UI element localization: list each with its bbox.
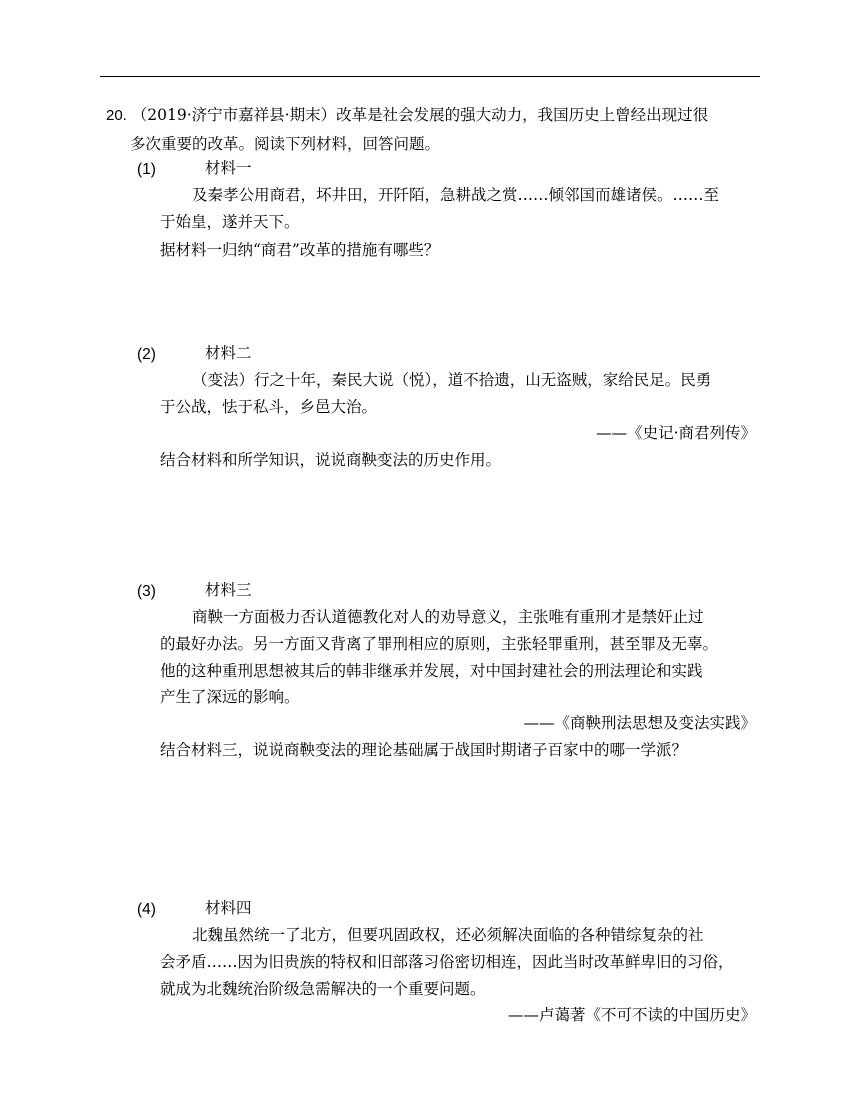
question-intro-line-1 bbox=[106, 105, 708, 126]
part-3-line-1: 商鞅一方面极力否认道德教化对人的劝导意义，主张唯有重刑才是禁奸止过 bbox=[192, 608, 704, 626]
part-4-line-2: 会矛盾……因为旧贵族的特权和旧部落习俗密切相连，因此当时改革鲜卑旧的习俗， bbox=[160, 953, 734, 971]
part-2-label: (2) bbox=[137, 346, 156, 363]
part-2-prompt: 结合材料和所学知识，说说商鞅变法的历史作用。 bbox=[160, 451, 502, 469]
part-3-source: ——《商鞅刑法思想及变法实践》 bbox=[523, 714, 756, 732]
part-1-label: (1) bbox=[137, 161, 156, 178]
part-3-line-4: 产生了深远的影响。 bbox=[160, 688, 300, 706]
part-4-line-1: 北魏虽然统一了北方，但要巩固政权，还必须解决面临的各种错综复杂的社 bbox=[192, 926, 704, 944]
part-4-label: (4) bbox=[137, 901, 156, 918]
header-rule bbox=[100, 76, 760, 77]
part-3-line-2: 的最好办法。另一方面又背离了罪刑相应的原则，主张轻罪重刑，甚至罪及无辜。 bbox=[160, 635, 719, 653]
part-4-source: ——卢蔼著《不可不读的中国历史》 bbox=[507, 1006, 756, 1024]
part-4-line-3: 就成为北魏统治阶级急需解决的一个重要问题。 bbox=[160, 980, 486, 998]
part-3-title: 材料三 bbox=[205, 581, 252, 599]
part-2-source: ——《史记·商君列传》 bbox=[596, 424, 756, 442]
part-3-label: (3) bbox=[137, 583, 156, 600]
question-intro-line-2: 多次重要的改革。阅读下列材料，回答问题。 bbox=[130, 135, 441, 153]
part-4-title: 材料四 bbox=[205, 899, 252, 917]
part-1-line-2: 于始皇，遂并天下。 bbox=[160, 213, 300, 231]
part-1-line-1: 及秦孝公用商君，坏井田，开阡陌，急耕战之赏……倾邻国而雄诸侯。……至 bbox=[192, 186, 720, 204]
part-2-title: 材料二 bbox=[205, 344, 252, 362]
part-3-line-3: 他的这种重刑思想被其后的韩非继承并发展，对中国封建社会的刑法理论和实践 bbox=[160, 662, 703, 680]
question-number: 20. bbox=[106, 107, 127, 124]
part-1-prompt: 据材料一归纳“商君”改革的措施有哪些？ bbox=[160, 241, 440, 259]
part-2-line-1: （变法）行之十年，秦民大说（悦），道不拾遗，山无盗贼，家给民足。民勇 bbox=[192, 371, 712, 389]
part-2-line-2: 于公战，怯于私斗，乡邑大治。 bbox=[160, 398, 378, 416]
part-3-prompt: 结合材料三，说说商鞅变法的理论基础属于战国时期诸子百家中的哪一学派？ bbox=[160, 741, 688, 759]
part-1-title: 材料一 bbox=[205, 159, 252, 177]
question-intro-text-1: （2019·济宁市嘉祥县·期末）改革是社会发展的强大动力，我国历史上曾经出现过很 bbox=[131, 106, 709, 124]
